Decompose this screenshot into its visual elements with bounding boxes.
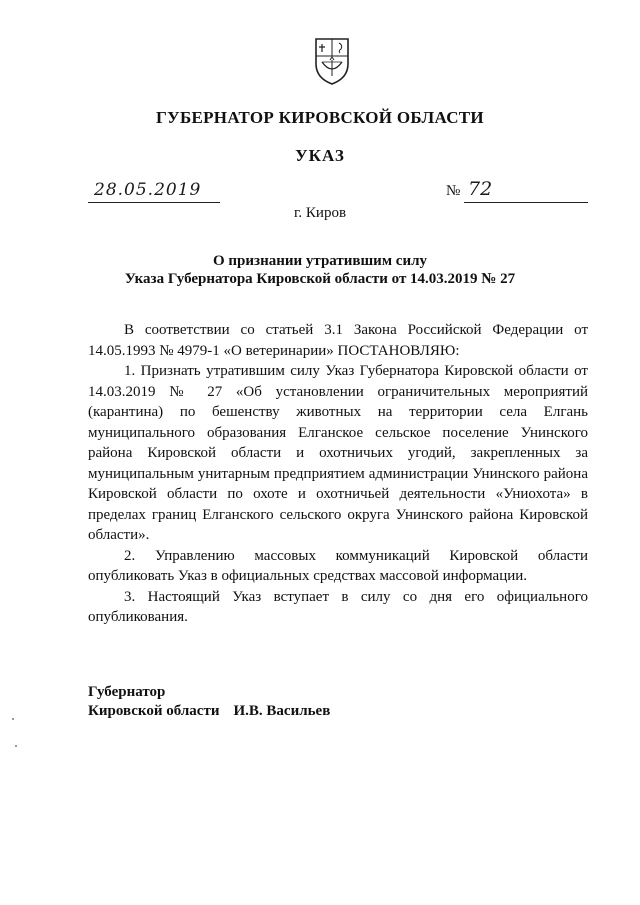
coat-of-arms-icon xyxy=(313,36,351,86)
clause-1-paragraph: 1. Признать утратившим силу Указ Губернатора Кировской области от 14.03.2019 № 27 «Об установлении ограничительных мероприятий (карантина) по бешенству животных на территории села Елгань муниципального образования Елганское сельское поселение Унинского района Кировской области и охотничьих угодий, закрепленных за муниципальным унитарным предприятием администрации Унинского района Кировской области по охоте и охотничьей деятельности «Униохота» в пределах границ Елганского сельского округа Унинского района Кировской области». xyxy=(88,363,588,543)
date-field xyxy=(88,180,220,203)
preamble-paragraph: В соответствии со статьей 3.1 Закона Российской Федерации от 14.05.1993 № 4979-1 «О ветеринарии» ПОСТАНОВЛЯЮ: xyxy=(88,322,588,359)
org-title: ГУБЕРНАТОР КИРОВСКОЙ ОБЛАСТИ xyxy=(156,108,484,127)
signatory-name: И.В. Васильев xyxy=(233,703,331,719)
document-type: УКАЗ xyxy=(295,146,345,165)
document-body xyxy=(88,320,588,628)
signatory-position-line-2: Кировской области xyxy=(88,703,220,719)
heading-line-2: Указа Губернатора Кировской области от 14.03.2019 № 27 xyxy=(124,271,516,287)
heading-line-1: О признании утратившим силу xyxy=(213,253,427,269)
number-field xyxy=(464,180,588,203)
document-date: 28.05.2019 xyxy=(94,180,202,200)
document-heading xyxy=(0,252,640,288)
signature-block xyxy=(88,683,330,721)
scan-speck xyxy=(12,718,14,720)
number-label: № xyxy=(446,183,461,199)
scan-speck xyxy=(15,745,17,747)
clause-3-paragraph: 3. Настоящий Указ вступает в силу со дня его официального опубликования. xyxy=(88,588,588,625)
clause-2-paragraph: 2. Управлению массовых коммуникаций Кировской области опубликовать Указ в официальных средствах массовой информации. xyxy=(88,547,588,584)
signatory-position-line-1: Губернатор xyxy=(88,684,166,700)
city: г. Киров xyxy=(293,205,347,221)
document-number: 72 xyxy=(468,178,493,200)
